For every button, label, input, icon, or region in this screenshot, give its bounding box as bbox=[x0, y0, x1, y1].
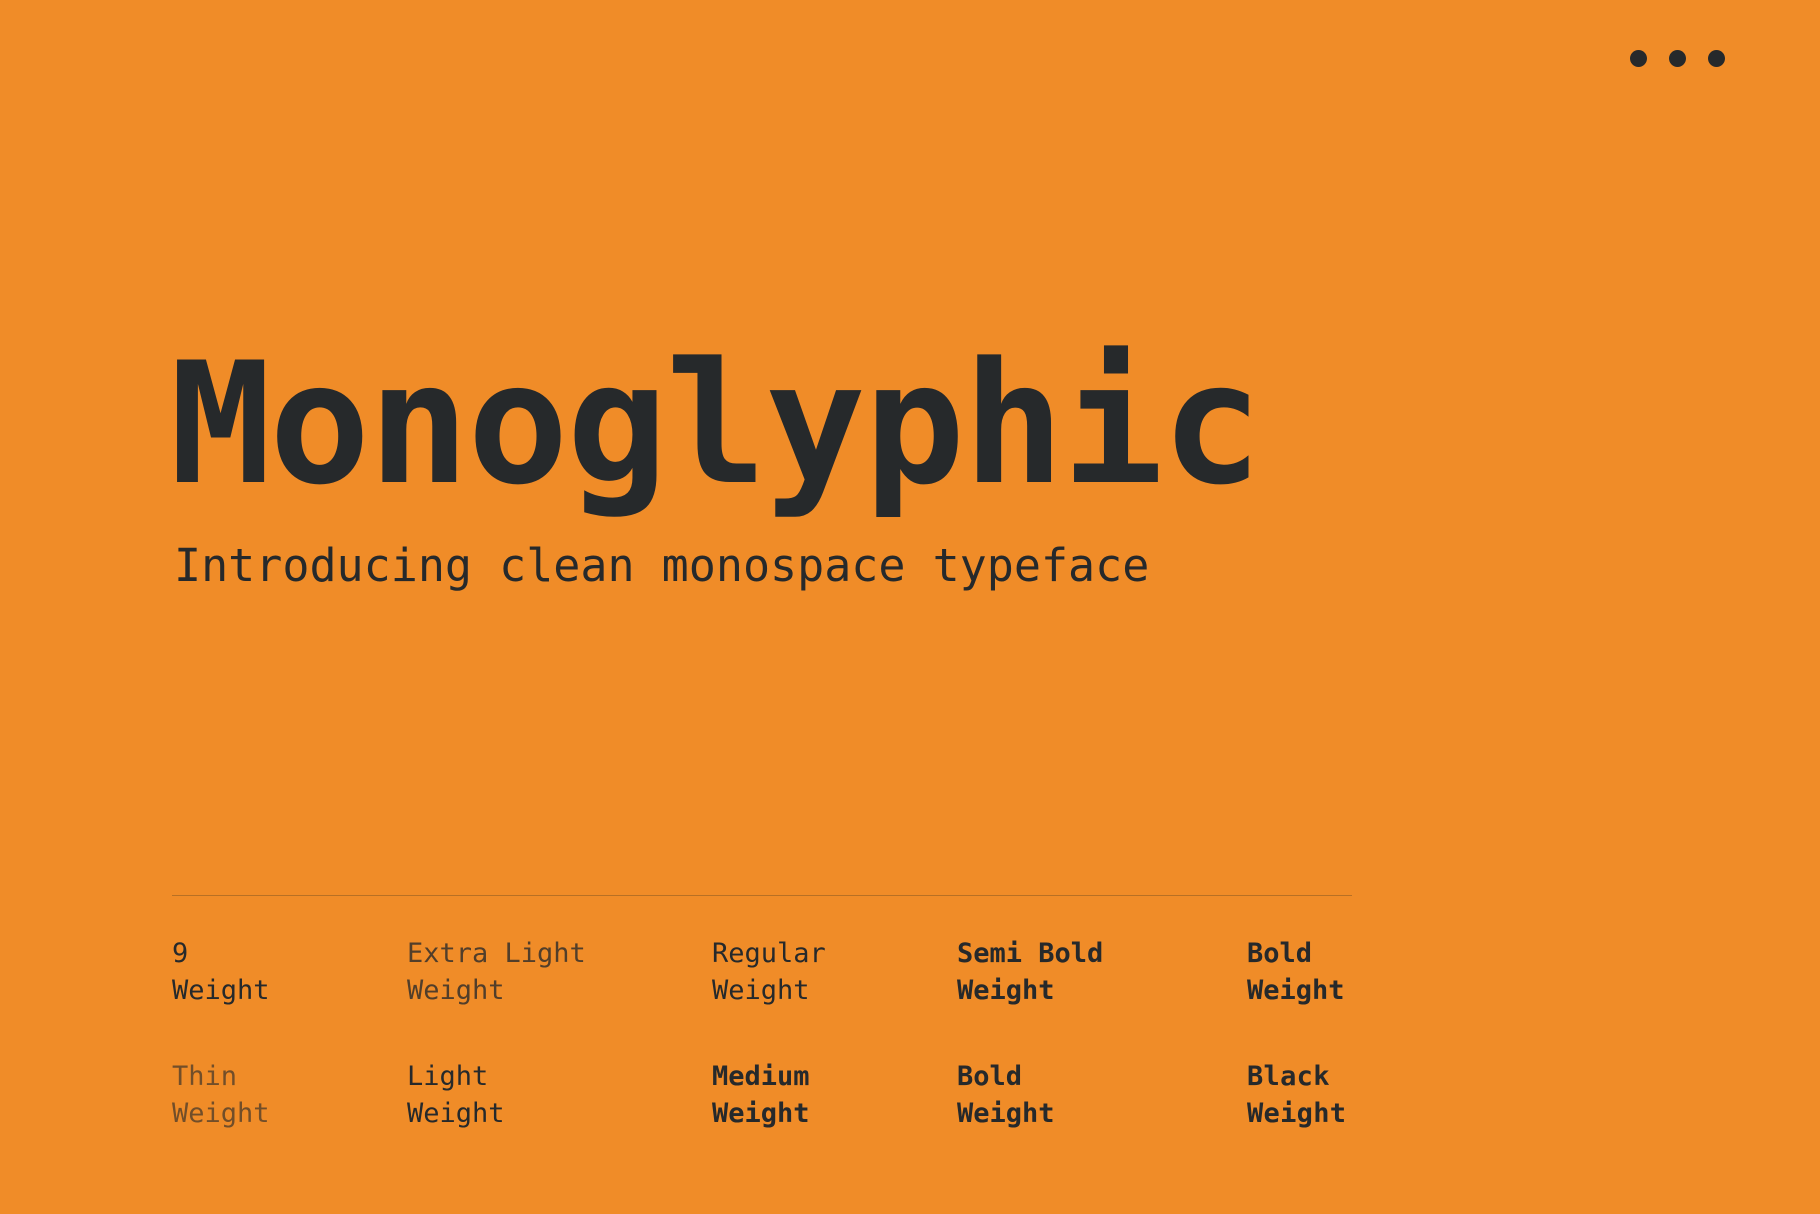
weight-sample: Weight bbox=[407, 1097, 505, 1129]
weight-sample: Weight bbox=[407, 975, 505, 1007]
weight-sample: Weight bbox=[1247, 1097, 1347, 1129]
weight-name: Regular bbox=[712, 938, 826, 969]
weight-name: Thin bbox=[172, 1060, 238, 1092]
weight-item-regular bbox=[712, 935, 957, 1010]
weight-item-bold-bottom bbox=[957, 1058, 1247, 1133]
weight-item-black bbox=[1247, 1058, 1507, 1133]
page-title: Monoglyphic bbox=[170, 326, 1261, 522]
weight-item-9 bbox=[172, 935, 407, 1010]
weight-sample: Weight bbox=[712, 975, 810, 1007]
dot-2 bbox=[1669, 50, 1686, 67]
weight-sample: Weight bbox=[712, 1097, 810, 1129]
weight-item-medium bbox=[712, 1058, 957, 1133]
weight-item-thin bbox=[172, 1058, 407, 1133]
three-dots-icon bbox=[1630, 50, 1725, 67]
dot-1 bbox=[1630, 50, 1647, 67]
weight-name: Black bbox=[1247, 1060, 1330, 1092]
weight-name: Bold bbox=[1247, 938, 1313, 969]
weight-item-extra-light bbox=[407, 935, 712, 1010]
weight-name: Bold bbox=[957, 1060, 1023, 1092]
hero-block bbox=[170, 326, 1650, 593]
weight-name: Semi Bold bbox=[957, 938, 1104, 969]
page-subtitle: Introducing clean monospace typeface bbox=[174, 538, 1150, 592]
weight-item-light bbox=[407, 1058, 712, 1133]
weight-name: 9 bbox=[172, 938, 189, 969]
weight-sample: Weight bbox=[957, 1097, 1055, 1129]
section-divider bbox=[172, 895, 1352, 896]
weight-sample: Weight bbox=[172, 975, 270, 1007]
weight-item-semi-bold bbox=[957, 935, 1247, 1010]
weight-specimen-grid bbox=[172, 935, 1432, 1132]
weight-sample: Weight bbox=[172, 1097, 270, 1129]
weight-name: Medium bbox=[712, 1060, 810, 1092]
weight-name: Extra Light bbox=[407, 938, 586, 969]
dot-3 bbox=[1708, 50, 1725, 67]
weight-item-bold-top bbox=[1247, 935, 1507, 1010]
weight-sample: Weight bbox=[1247, 975, 1345, 1007]
weight-name: Light bbox=[407, 1060, 489, 1092]
weight-sample: Weight bbox=[957, 975, 1055, 1007]
